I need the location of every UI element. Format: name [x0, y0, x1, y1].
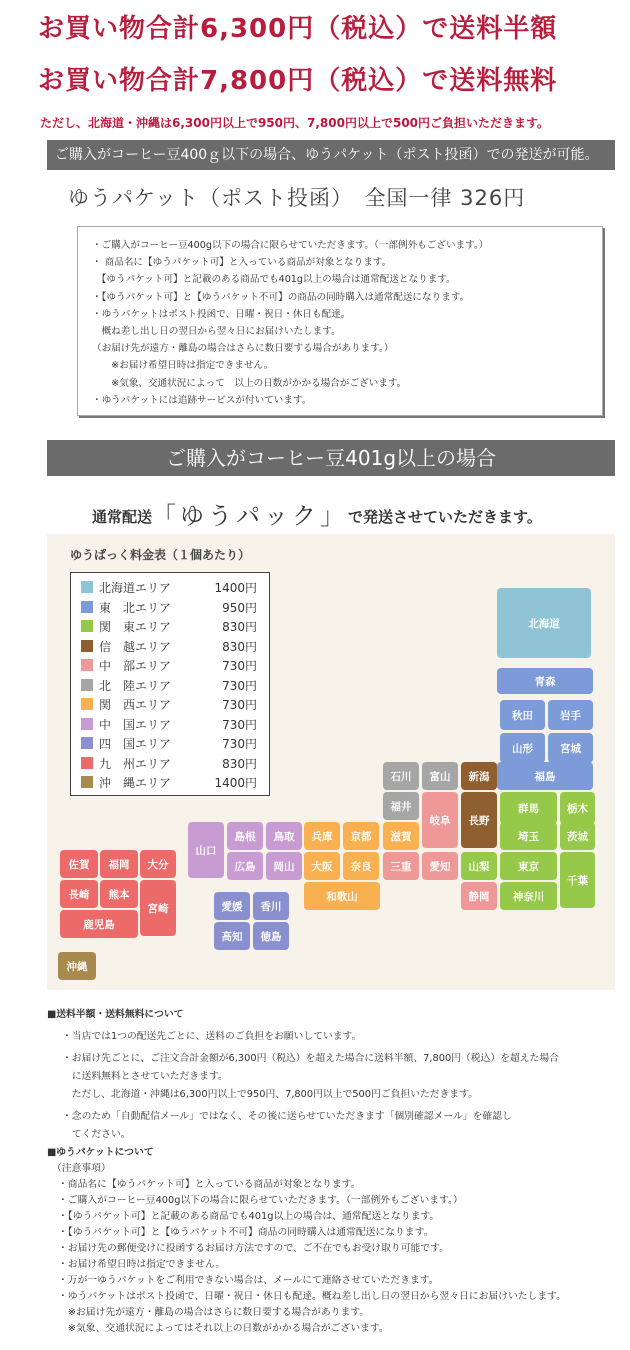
prefecture-tile: 岩手: [548, 700, 593, 730]
fee-table-legend: [70, 572, 270, 796]
region-name: 四 国エリア: [99, 737, 172, 751]
prefecture-tile: 埼玉: [500, 822, 557, 850]
footer-note-line: ※気象、交通状況によってはそれ以上の日数がかかる場合がございます。: [58, 1323, 389, 1334]
prefecture-tile: 岐阜: [422, 792, 458, 848]
footer-note-line: ・【ゆうパケット可】と【ゆうパケット不可】商品の同時購入は通常配送になります。: [58, 1227, 434, 1238]
footer-note-line: ・商品名に【ゆうパケット可】と入っている商品が対象となります。: [58, 1179, 361, 1190]
region-swatch: [81, 640, 93, 652]
prefecture-tile: 滋賀: [383, 822, 419, 850]
region-name: 中 部エリア: [99, 659, 172, 673]
prefecture-tile: 宮崎: [140, 880, 176, 936]
prefecture-tile: 兵庫: [304, 822, 340, 850]
prefecture-tile: 京都: [343, 822, 379, 850]
region-name: 沖 縄エリア: [99, 776, 172, 790]
region-name: 関 東エリア: [99, 620, 172, 634]
region-price: 730円: [222, 698, 257, 712]
prefecture-tile: 北海道: [497, 588, 591, 658]
footer-note-line: ・お届け先ごとに、ご注文合計金額が6,300円（税込）を超えた場合に送料半額、7,800円（税込）を超えた場合: [62, 1053, 559, 1064]
footer-note-line: ・お届け先の郵便受けに投函するお届け方法ですので、ご不在でもお受け取り可能です。: [58, 1243, 449, 1254]
footer-note-line: ・ゆうパケットはポスト投函で、日曜・祝日・休日も配達。概ね差し出し日の翌日から翌々日にお届けいたします。: [58, 1291, 566, 1302]
region-price: 950円: [222, 600, 257, 615]
prefecture-tile: 栃木: [560, 792, 595, 824]
prefecture-tile: 香川: [253, 892, 289, 920]
footer-note-line: に送料無料とさせていただきます。: [62, 1071, 228, 1082]
yupacket-info-line: ・ご購入がコーヒー豆400g以下の場合に限らせていただきます。（一部例外もございます。）: [92, 240, 489, 251]
promo-free-shipping: お買い物合計7,800円（税込）で送料無料: [38, 66, 558, 96]
prefecture-tile: 山形: [500, 733, 545, 763]
prefecture-tile: 福島: [497, 762, 593, 790]
region-swatch: [81, 659, 93, 671]
prefecture-tile: 福井: [383, 792, 419, 820]
yupacket-info-box: [77, 226, 603, 416]
region-price: 730円: [222, 678, 257, 693]
prefecture-tile: 東京: [500, 852, 557, 880]
prefecture-tile: 広島: [227, 852, 263, 880]
delivery-method: [92, 496, 542, 531]
delivery-suffix: で発送させていただきます。: [348, 508, 542, 526]
delivery-service-name: 「ゆうパック」: [152, 502, 349, 530]
prefecture-tile: 山梨: [461, 852, 497, 880]
region-name: 北 陸エリア: [99, 678, 172, 693]
prefecture-tile: 愛媛: [214, 892, 250, 920]
yupacket-banner: ご購入がコーヒー豆400ｇ以下の場合、ゆうパケット（ポスト投函）での発送が可能。: [47, 140, 615, 170]
prefecture-tile: 富山: [422, 762, 458, 790]
yupacket-info-line: ・ 商品名に【ゆうパケット可】と入っている商品が対象となります。: [92, 257, 392, 269]
region-swatch: [81, 601, 93, 613]
region-price: 1400円: [214, 776, 257, 790]
region-name: 九 州エリア: [99, 756, 172, 771]
promo-half-shipping: お買い物合計6,300円（税込）で送料半額: [38, 14, 558, 44]
prefecture-tile: 島根: [227, 822, 263, 850]
prefecture-tile: 熊本: [100, 880, 138, 908]
region-swatch: [81, 581, 93, 593]
prefecture-tile: 茨城: [560, 822, 595, 850]
prefecture-tile: 三重: [383, 852, 419, 880]
prefecture-tile: 石川: [383, 762, 419, 790]
region-name: 関 西エリア: [99, 698, 172, 712]
footer-note-line: ・ご購入がコーヒー豆400g以下の場合に限らせていただきます。（一部例外もございます。）: [58, 1195, 463, 1206]
fee-table-title: ゆうぱっく料金表（１個あたり）: [70, 548, 251, 562]
prefecture-tile: 群馬: [500, 792, 557, 824]
footer-note-line: ただし、北海道・沖縄は6,300円以上で950円、7,800円以上で500円ご負担いただきます。: [62, 1089, 479, 1100]
region-swatch: [81, 698, 93, 710]
prefecture-tile: 和歌山: [304, 882, 380, 910]
region-swatch: [81, 757, 93, 769]
region-price: 730円: [222, 659, 257, 673]
prefecture-tile: 大分: [140, 850, 176, 878]
region-swatch: [81, 737, 93, 749]
region-swatch: [81, 718, 93, 730]
yupacket-title: ゆうパケット（ポスト投函） 全国一律 326円: [68, 186, 526, 210]
region-price: 730円: [222, 717, 257, 732]
yupacket-info-line: ・ゆうパケットには追跡サービスが付いています。: [92, 394, 312, 406]
footer-note-line: ・万が一ゆうパケットをご利用できない場合は、メールにて連絡させていただきます。: [58, 1275, 439, 1286]
yupacket-info-line: 【ゆうパケット可】と記載のある商品でも401g以上の場合は通常配送となります。: [92, 274, 456, 286]
footer-note-line: ・お届け希望日時は指定できません。: [58, 1259, 226, 1270]
region-price: 830円: [222, 639, 257, 654]
prefecture-tile: 徳島: [253, 922, 289, 950]
prefecture-tile: 長崎: [60, 880, 98, 908]
prefecture-tile: 福岡: [100, 850, 138, 878]
prefecture-tile: 岡山: [266, 852, 302, 880]
footer-note-line: ■送料半額・送料無料について: [47, 1009, 184, 1020]
prefecture-tile: 神奈川: [500, 882, 557, 910]
footer-note-line: ・当店では1つの配送先ごとに、送料のご負担をお願いしています。: [62, 1031, 362, 1042]
region-swatch: [81, 776, 93, 788]
prefecture-tile: 山口: [188, 822, 224, 878]
footer-note-line: ※お届け先が遠方・離島の場合はさらに数日要する場合があります。: [58, 1307, 370, 1318]
region-name: 東 北エリア: [99, 600, 172, 615]
region-swatch: [81, 620, 93, 632]
footer-note-line: （注意事項）: [52, 1163, 111, 1174]
yupacket-info-line: ・ゆうパケットはポスト投函で、日曜・祝日・休日も配達。: [92, 308, 351, 320]
region-name: 信 越エリア: [99, 639, 172, 654]
remote-area-note: ただし、北海道・沖縄は6,300円以上で950円、7,800円以上で500円ご負担いただきます。: [40, 116, 550, 130]
prefecture-tile: 宮城: [548, 733, 593, 763]
prefecture-tile: 長野: [461, 792, 497, 848]
prefecture-tile: 新潟: [461, 762, 497, 790]
region-price: 830円: [222, 620, 257, 634]
prefecture-tile: 静岡: [461, 882, 497, 910]
footer-note-line: ・【ゆうパケット可】と記載のある商品でも401g以上の場合は、通常配送となります。: [58, 1211, 440, 1222]
delivery-prefix: 通常配送: [92, 508, 153, 526]
prefecture-tile: 奈良: [343, 852, 379, 880]
footer-note-line: てください。: [62, 1129, 131, 1140]
prefecture-tile: 鹿児島: [60, 910, 138, 938]
prefecture-tile: 千葉: [560, 852, 595, 908]
yupacket-info-line: ※気象、交通状況によって 以上の日数がかかる場合がございます。: [92, 377, 407, 389]
region-price: 1400円: [214, 581, 257, 595]
footer-note-line: ・念のため「自動配信メール」ではなく、その後に送らせていただきます「個別確認メール」を確認し: [62, 1111, 512, 1122]
region-price: 730円: [222, 737, 257, 751]
region-name: 中 国エリア: [99, 717, 172, 732]
region-swatch: [81, 679, 93, 691]
region-price: 830円: [222, 756, 257, 771]
standard-delivery-banner: ご購入がコーヒー豆401g以上の場合: [47, 440, 615, 476]
prefecture-tile: 佐賀: [60, 850, 98, 878]
prefecture-tile: 大阪: [304, 852, 340, 880]
prefecture-tile: 青森: [497, 668, 593, 694]
prefecture-tile: 秋田: [500, 700, 545, 730]
prefecture-tile: 愛知: [422, 852, 458, 880]
prefecture-tile: 沖縄: [58, 952, 96, 980]
region-name: 北海道エリア: [99, 581, 172, 595]
prefecture-tile: 鳥取: [266, 822, 302, 850]
prefecture-tile: 高知: [214, 922, 250, 950]
yupacket-info-line: 概ね差し出し日の翌日から翌々日にお届けいたします。: [92, 326, 341, 337]
footer-note-line: ■ゆうパケットについて: [47, 1147, 154, 1158]
yupacket-info-line: ・【ゆうパケット可】と【ゆうパケット不可】の商品の同時購入は通常配送になります。: [92, 291, 470, 303]
yupacket-info-line: ※お届け希望日時は指定できません。: [92, 360, 274, 372]
yupacket-info-line: （お届け先が遠方・離島の場合はさらに数日要する場合があります。）: [92, 343, 394, 355]
